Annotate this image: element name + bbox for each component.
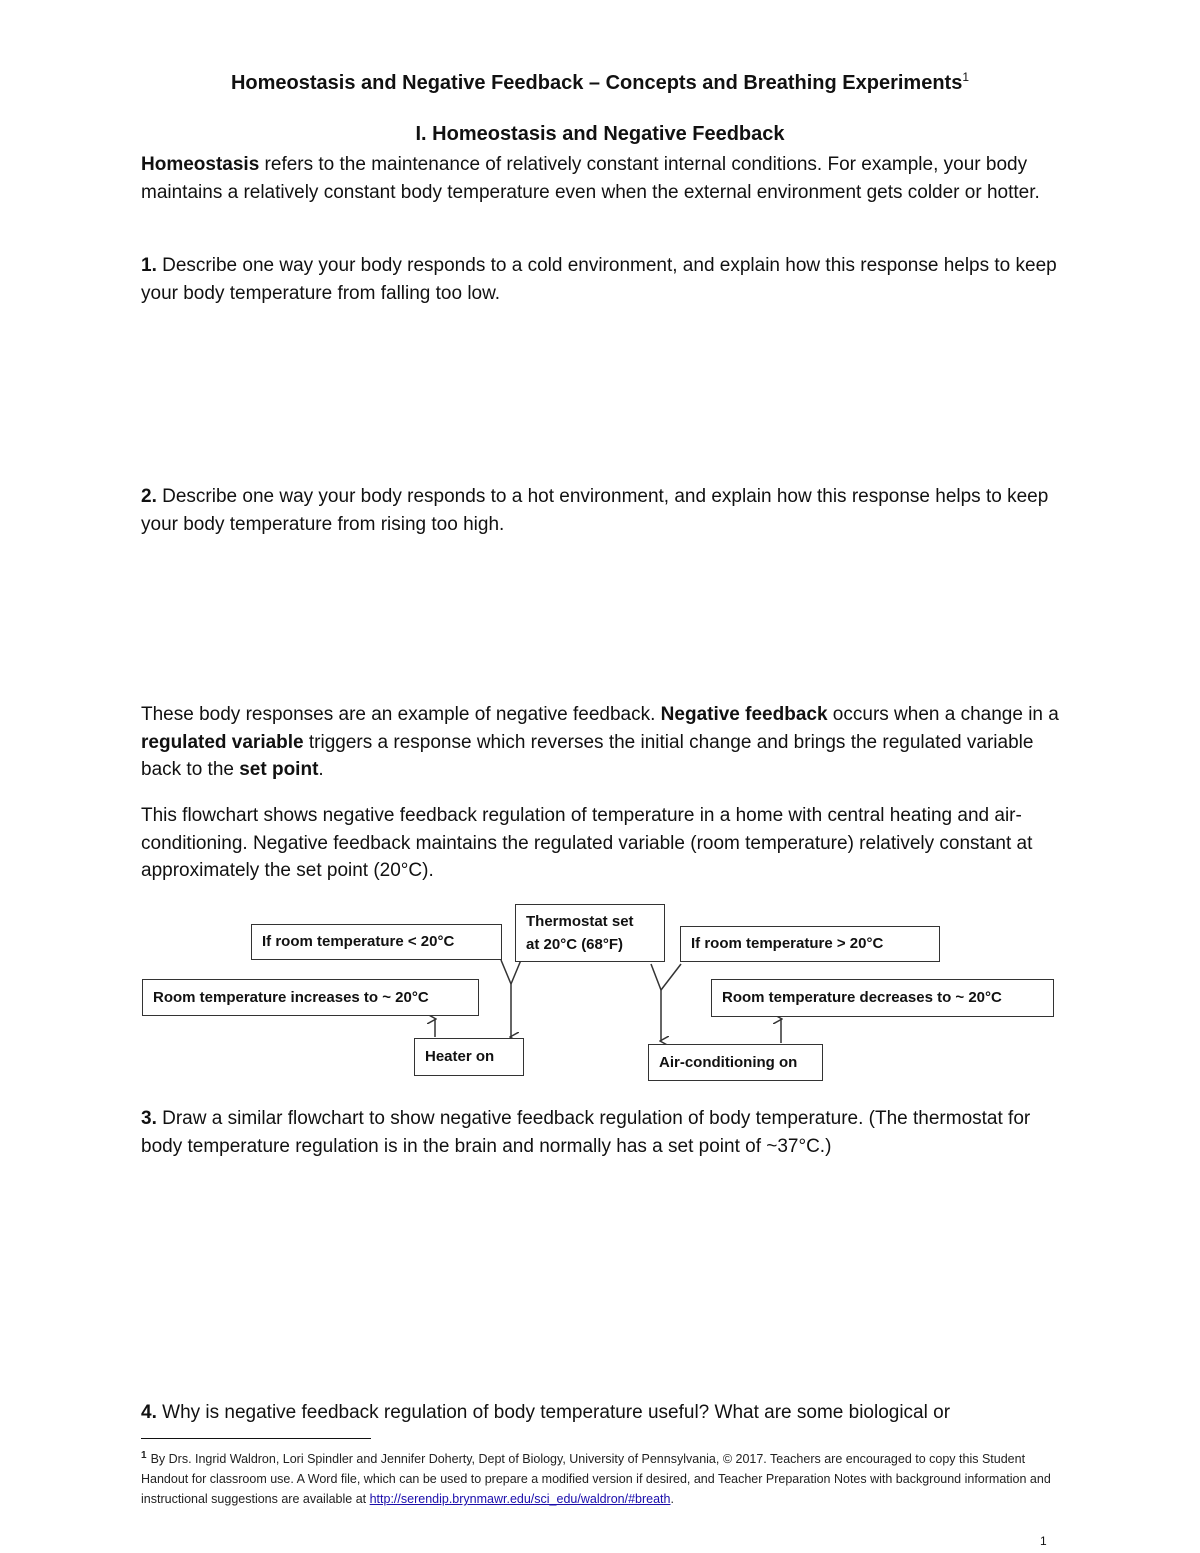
question-2-text: Describe one way your body responds to a hot environment, and explain how this response helps to keep your body temperature from rising too high. <box>141 486 1049 535</box>
question-3-number: 3. <box>141 1108 157 1129</box>
connector-if-low <box>501 960 511 984</box>
thermostat-flowchart <box>0 898 1200 1088</box>
footnote-end: . <box>670 1492 674 1507</box>
intro-text: refers to the maintenance of relatively constant internal conditions. For example, your body maintains a relatively constant body temperature even when the external environment gets colder or hotter. <box>141 154 1040 203</box>
heater-on-box: Heater on <box>414 1038 524 1076</box>
title-footnote-mark: 1 <box>962 70 969 84</box>
question-2-number: 2. <box>141 486 157 507</box>
nf-text-1: These body responses are an example of negative feedback. <box>141 704 661 725</box>
footnote-divider <box>141 1438 371 1439</box>
if-high-box: If room temperature > 20°C <box>680 926 940 962</box>
question-1 <box>141 252 1071 307</box>
connector-if-high <box>661 964 681 990</box>
question-3 <box>141 1105 1071 1160</box>
title-text: Homeostasis and Negative Feedback – Concepts and Breathing Experiments <box>230 72 963 94</box>
footnote <box>141 1446 1071 1509</box>
regulated-variable-term: regulated variable <box>141 731 304 753</box>
thermostat-box <box>515 904 665 962</box>
footnote-link[interactable]: http://serendip.brynmawr.edu/sci_edu/waldron/#breath <box>369 1492 671 1507</box>
question-1-number: 1. <box>141 255 157 276</box>
negative-feedback-term: Negative feedback <box>660 704 828 725</box>
question-4-number: 4. <box>141 1402 157 1423</box>
question-3-text: Draw a similar flowchart to show negative feedback regulation of body temperature. (The thermostat for body temperature regulation is in the brain and normally has a set point of ~37°C.) <box>141 1108 1031 1157</box>
nf-text-2: occurs when a change in a <box>827 704 1059 725</box>
question-4-text: Why is negative feedback regulation of body temperature useful? What are some biological or <box>156 1402 951 1423</box>
intro-paragraph <box>141 151 1071 206</box>
section-heading: I. Homeostasis and Negative Feedback <box>415 123 785 145</box>
thermostat-line-1: Thermostat set <box>526 913 634 930</box>
temperature-decreases-box: Room temperature decreases to ~ 20°C <box>711 979 1054 1017</box>
document-title <box>0 72 1200 95</box>
if-low-box: If room temperature < 20°C <box>251 924 502 960</box>
thermostat-line-2: at 20°C (68°F) <box>526 936 624 953</box>
temperature-increases-box: Room temperature increases to ~ 20°C <box>142 979 479 1016</box>
footnote-text: By Drs. Ingrid Waldron, Lori Spindler and Jennifer Doherty, Dept of Biology, University of Pennsylvania, © 2017. Teachers are encouraged to copy this Student Handout for classroom use. A Word file, which can be used to prepare a modified version if desired, and Teacher Preparation Notes with background information and instructional suggestions are available at <box>141 1452 1051 1507</box>
footnote-mark: 1 <box>141 1450 147 1461</box>
set-point-term: set point <box>239 759 319 780</box>
nf-text-3: triggers a response which reverses the initial change and brings the regulated variable back to the <box>141 731 1034 780</box>
homeostasis-term: Homeostasis <box>141 154 260 175</box>
ac-on-box: Air-conditioning on <box>648 1044 823 1081</box>
question-4 <box>141 1399 1071 1427</box>
question-2 <box>141 483 1071 538</box>
connector-thermostat-left <box>511 960 521 984</box>
negative-feedback-paragraph <box>141 701 1071 784</box>
connector-thermostat-right <box>651 964 661 990</box>
question-1-text: Describe one way your body responds to a cold environment, and explain how this response helps to keep your body temperature from falling too low. <box>141 255 1057 304</box>
nf-text-4: . <box>318 759 324 780</box>
page-number: 1 <box>1040 1534 1047 1548</box>
flowchart-intro-paragraph: This flowchart shows negative feedback regulation of temperature in a home with central heating and air-conditioning. Negative feedback maintains the regulated variable (room temperature) relatively constant at approximately the set point (20°C). <box>141 805 1033 881</box>
